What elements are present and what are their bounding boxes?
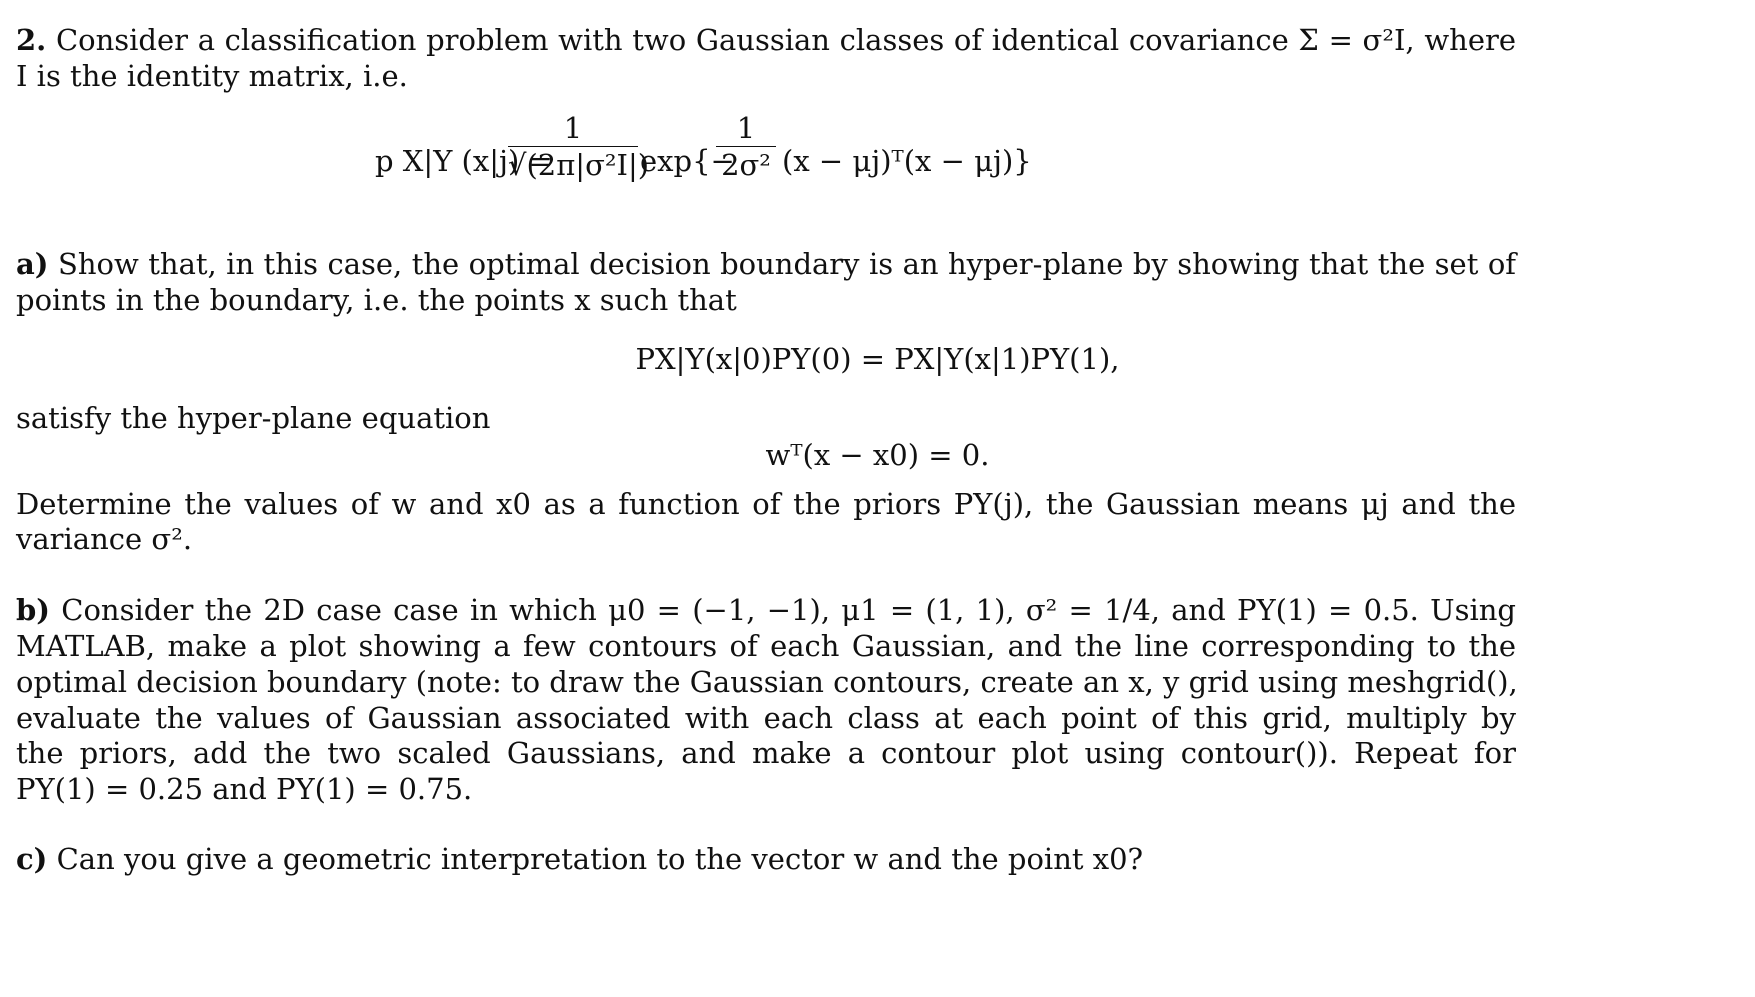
part-a-text-1: Show that, in this case, the optimal decision boundary is an hyper-plane by showing that the set of xyxy=(57,247,1517,281)
formula-frac2-denominator: 2σ² xyxy=(721,148,771,182)
part-a-line-3: satisfy the hyper-plane equation xyxy=(16,401,491,435)
gaussian-density-formula xyxy=(0,111,1755,208)
problem-intro-text-1: Consider a classification problem with two Gaussian classes of identical covariance Σ = σ²I, where xyxy=(55,23,1517,57)
fraction-bar xyxy=(508,146,638,147)
part-b-line-2: MATLAB, make a plot showing a few contours of each Gaussian, and the line corresponding to the xyxy=(16,629,1516,663)
part-b-line-6: PY(1) = 0.25 and PY(1) = 0.75. xyxy=(16,772,473,806)
part-b-line-5: the priors, add the two scaled Gaussians, and make a contour plot using contour()). Repeat for xyxy=(16,736,1516,770)
formula-fraction-exponent xyxy=(716,112,776,181)
formula-frac1-denominator: √(2π|σ²I|) xyxy=(508,148,650,182)
part-a-line-5: variance σ². xyxy=(16,522,193,556)
formula-fraction-normalizer xyxy=(508,111,650,182)
problem-intro-line-2: I is the identity matrix, i.e. xyxy=(16,59,408,93)
problem-intro-line-1 xyxy=(16,22,1516,58)
formula-exp-rest: (x − μj)ᵀ(x − μj)} xyxy=(782,144,1032,178)
part-a-equation-boundary: PX|Y(x|0)PY(0) = PX|Y(x|1)PY(1), xyxy=(635,342,1120,376)
formula-frac2-numerator: 1 xyxy=(736,111,756,145)
part-a-label: a) xyxy=(16,247,49,281)
formula-exp-open: exp{− xyxy=(640,144,735,178)
formula-frac1-numerator: 1 xyxy=(563,111,583,145)
part-a-line-2: points in the boundary, i.e. the points x such that xyxy=(16,283,737,317)
part-c-line-1 xyxy=(16,841,1143,877)
part-b-line-1 xyxy=(16,592,1516,628)
part-a-line-4: Determine the values of w and x0 as a function of the priors PY(j), the Gaussian means μj and the xyxy=(16,487,1516,521)
problem-number: 2. xyxy=(16,23,47,57)
part-c-text-1: Can you give a geometric interpretation to the vector w and the point x0? xyxy=(56,842,1144,876)
part-b-line-4: evaluate the values of Gaussian associated with each class at each point of this grid, multiply by xyxy=(16,701,1516,735)
part-c-label: c) xyxy=(16,842,48,876)
part-b-line-3: optimal decision boundary (note: to draw the Gaussian contours, create an x, y grid using meshgrid(), xyxy=(16,665,1518,699)
part-b-text-1: Consider the 2D case case in which μ0 = (−1, −1), μ1 = (1, 1), σ² = 1/4, and PY(1) = 0.5. Using xyxy=(61,593,1516,627)
formula-lhs: p X|Y (x|j) = xyxy=(375,144,553,178)
part-a-line-1 xyxy=(16,246,1516,282)
part-a-equation-hyperplane: wᵀ(x − x0) = 0. xyxy=(765,438,990,472)
fraction-bar xyxy=(716,146,776,147)
part-b-label: b) xyxy=(16,593,50,627)
